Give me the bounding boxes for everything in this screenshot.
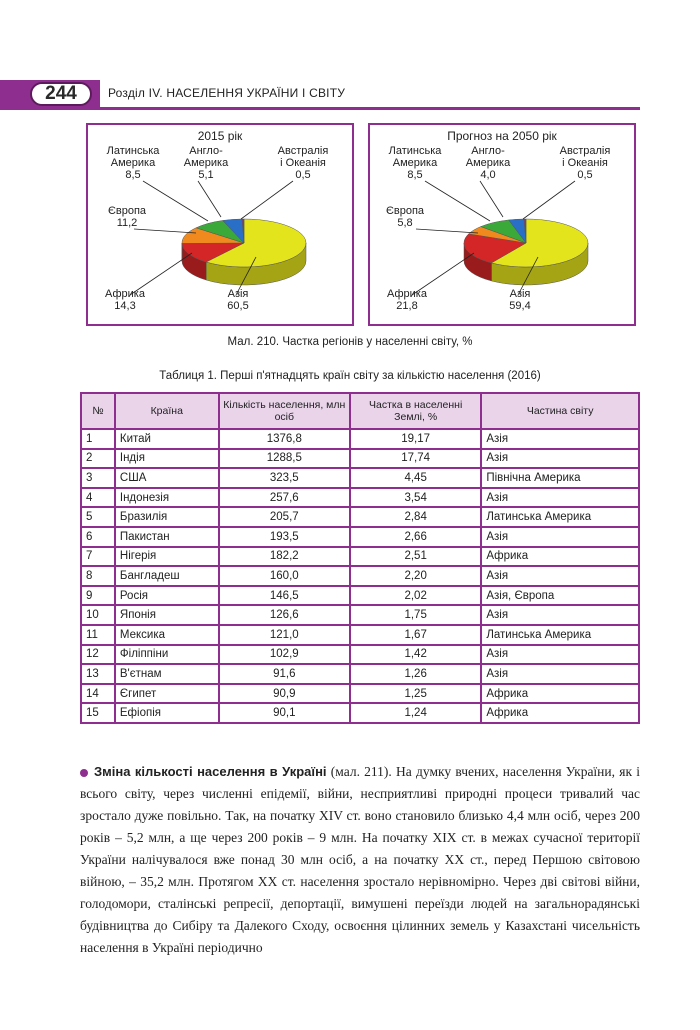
cell-population: 90,9 [219,684,350,704]
cell-country: Мексика [115,625,219,645]
cell-population: 1288,5 [219,449,350,469]
cell-country: Індонезія [115,488,219,508]
cell-share: 2,66 [350,527,481,547]
cell-share: 17,74 [350,449,481,469]
cell-country: Китай [115,429,219,449]
page-header [0,80,640,110]
section-title: Розділ IV. НАСЕЛЕННЯ УКРАЇНИ І СВІТУ [108,86,346,100]
table-row [81,566,639,586]
label-anglo-america: Англо- Америка 4,0 [465,145,511,181]
leader-line [143,181,208,221]
cell-number: 13 [81,664,115,684]
cell-country: США [115,468,219,488]
cell-country: Росія [115,586,219,606]
population-table [80,392,640,724]
chart-title: Прогноз на 2050 рік [447,129,557,143]
leader-line [134,229,196,233]
table-header-row [81,393,639,429]
cell-region: Азія [481,645,639,665]
bullet-icon [80,769,88,777]
section-text: (мал. 211). На думку вчених, населення України, як і всього світу, через численні епідемії, війни, несприятливі природні процеси тривалий час зростало дуже повільно. Так, на початку XIV ст. воно становило близько 4,4 млн осіб, через 200 років – 5,2 млн, а ще через 200 років – 9 млн. На початку XIX ст. в межах сучасної території України налічувалося вже понад 30 млн осіб, а на початку XX ст., перед Першою світовою війною, – 35,2 млн. Протягом XX ст. населення зростало нерівномірно. Через дві світові війни, голодомори, сталінські репресії, депортації, вимушені переїзди людей на загальнорадянські будівництва до Сибіру та Далекого Сходу, освоєння цілинних земель у Казахстані чисельність населення в Україні періодично [80,764,640,955]
cell-country: В'єтнам [115,664,219,684]
table-row [81,507,639,527]
header-region: Частина світу [481,393,639,429]
label-asia: Азія 60,5 [227,288,249,312]
cell-country: Ефіопія [115,703,219,723]
table-row [81,547,639,567]
cell-population: 91,6 [219,664,350,684]
cell-number: 14 [81,684,115,704]
label-latin-america: Латинська Америка 8,5 [388,145,442,181]
cell-population: 182,2 [219,547,350,567]
cell-share: 3,54 [350,488,481,508]
table-row [81,429,639,449]
cell-region: Африка [481,703,639,723]
cell-population: 193,5 [219,527,350,547]
table-row [81,468,639,488]
table-body [81,429,639,723]
cell-region: Азія [481,664,639,684]
cell-region: Азія [481,429,639,449]
cell-share: 1,42 [350,645,481,665]
cell-region: Північна Америка [481,468,639,488]
label-anglo-america: Англо- Америка 5,1 [183,145,229,181]
cell-region: Азія [481,488,639,508]
cell-population: 90,1 [219,703,350,723]
table-row [81,488,639,508]
pie-chart-2050 [368,123,636,326]
cell-population: 323,5 [219,468,350,488]
cell-share: 2,51 [350,547,481,567]
cell-population: 102,9 [219,645,350,665]
cell-share: 1,75 [350,605,481,625]
cell-number: 1 [81,429,115,449]
table-row [81,703,639,723]
cell-share: 2,84 [350,507,481,527]
cell-share: 2,02 [350,586,481,606]
label-asia: Азія 59,4 [509,288,531,312]
leader-line [241,181,293,219]
cell-region: Азія [481,527,639,547]
cell-share: 19,17 [350,429,481,449]
cell-region: Латинська Америка [481,507,639,527]
cell-country: Бразилія [115,507,219,527]
label-europe: Європа 11,2 [107,205,147,229]
section-heading: Зміна кількості населення в Україні [94,764,327,779]
table-row [81,625,639,645]
section-paragraph [80,761,640,959]
cell-number: 5 [81,507,115,527]
label-oceania: Австралія і Океанія 0,5 [559,145,611,181]
cell-country: Єгипет [115,684,219,704]
header-country: Країна [115,393,219,429]
cell-share: 1,24 [350,703,481,723]
cell-population: 121,0 [219,625,350,645]
cell-number: 4 [81,488,115,508]
label-africa: Африка 21,8 [387,288,427,312]
cell-population: 257,6 [219,488,350,508]
cell-share: 2,20 [350,566,481,586]
header-rule [0,107,640,110]
cell-number: 8 [81,566,115,586]
leader-line [416,229,478,233]
cell-population: 146,5 [219,586,350,606]
table-row [81,605,639,625]
cell-region: Латинська Америка [481,625,639,645]
cell-country: Нігерія [115,547,219,567]
cell-population: 126,6 [219,605,350,625]
figure-caption: Мал. 210. Частка регіонів у населенні світу, % [227,336,473,348]
table-row [81,664,639,684]
header-share: Частка в населенні Землі, % [350,393,481,429]
cell-number: 11 [81,625,115,645]
cell-region: Азія, Європа [481,586,639,606]
leader-line [480,181,503,217]
cell-country: Бангладеш [115,566,219,586]
cell-region: Азія [481,605,639,625]
cell-number: 2 [81,449,115,469]
header-number: № [81,393,115,429]
label-africa: Африка 14,3 [105,288,145,312]
label-latin-america: Латинська Америка 8,5 [106,145,160,181]
table-row [81,527,639,547]
cell-population: 160,0 [219,566,350,586]
cell-country: Пакистан [115,527,219,547]
cell-region: Африка [481,547,639,567]
cell-population: 205,7 [219,507,350,527]
table-row [81,645,639,665]
table-row [81,586,639,606]
leader-line [523,181,575,219]
leader-line [425,181,490,221]
cell-country: Філіппіни [115,645,219,665]
label-oceania: Австралія і Океанія 0,5 [277,145,329,181]
cell-number: 15 [81,703,115,723]
page-number: 244 [30,82,92,106]
cell-number: 7 [81,547,115,567]
cell-number: 3 [81,468,115,488]
table-title: Таблиця 1. Перші п'ятнадцять країн світу за кількістю населення (2016) [159,370,541,382]
cell-share: 4,45 [350,468,481,488]
cell-share: 1,26 [350,664,481,684]
cell-region: Азія [481,449,639,469]
cell-country: Індія [115,449,219,469]
chart-title: 2015 рік [197,129,243,143]
header-population: Кількість населення, млн осіб [219,393,350,429]
pie-chart-2015 [86,123,354,326]
cell-number: 6 [81,527,115,547]
cell-region: Африка [481,684,639,704]
cell-share: 1,25 [350,684,481,704]
table-row [81,449,639,469]
cell-share: 1,67 [350,625,481,645]
leader-line [198,181,221,217]
table-row [81,684,639,704]
cell-number: 9 [81,586,115,606]
cell-population: 1376,8 [219,429,350,449]
cell-number: 10 [81,605,115,625]
label-europe: Європа 5,8 [385,205,425,229]
cell-number: 12 [81,645,115,665]
cell-country: Японія [115,605,219,625]
cell-region: Азія [481,566,639,586]
